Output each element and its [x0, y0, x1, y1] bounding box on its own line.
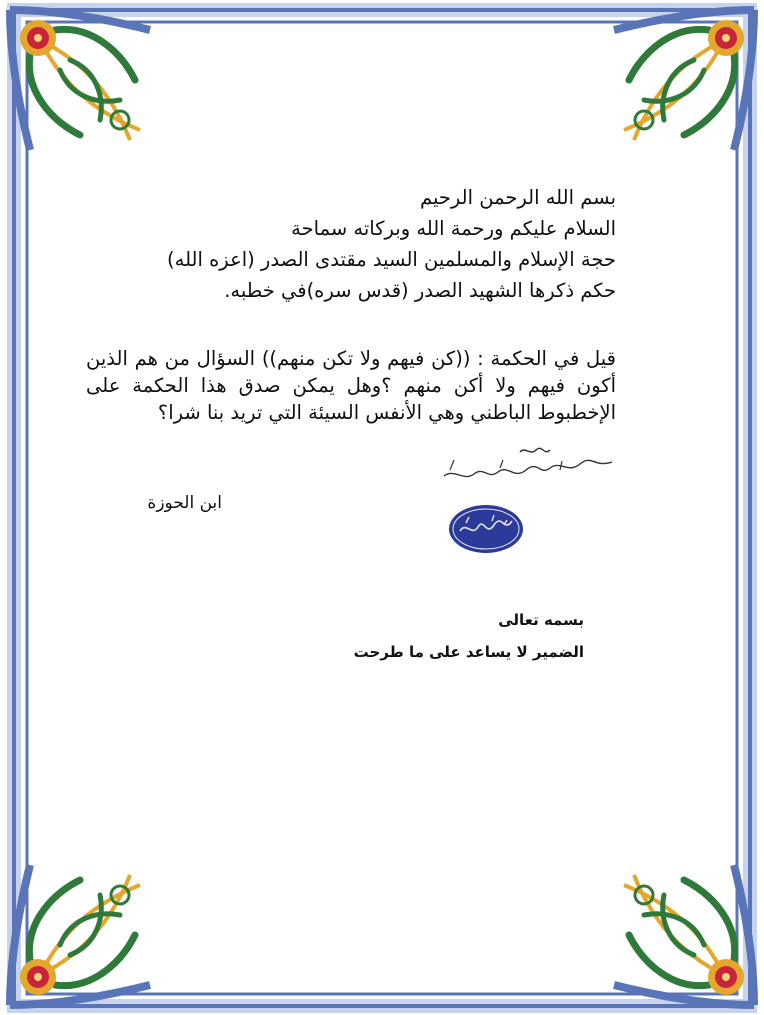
answer-basmala: بسمه تعالى: [498, 611, 584, 629]
answer-block: [354, 604, 584, 668]
greeting-paragraph: [136, 182, 616, 306]
corner-ornament-top-left: [10, 10, 150, 150]
basmala-line: بسم الله الرحمن الرحيم: [420, 186, 616, 209]
salutation-line: السلام عليكم ورحمة الله وبركاته سماحة: [291, 217, 616, 240]
handwritten-note: [440, 440, 620, 494]
seal-icon: [446, 503, 526, 555]
answer-text: الضمير لا يساعد على ما طرحت: [353, 643, 584, 661]
sender-name: ابن الحوزة: [147, 493, 222, 513]
addressee-line: حجة الإسلام والمسلمين السيد مقتدى الصدر (اعزه الله): [167, 248, 616, 271]
intro-line: حكم ذكرها الشهيد الصدر (قدس سره)في خطبه.: [224, 279, 616, 302]
question-paragraph: قيل في الحكمة : ((كن فيهم ولا تكن منهم)) السؤال من هم الذين أكون فيهم ولا أكن منهم ؟وهل يمكن صدق هذا الحكمة على الإخطبوط الباطني وهي الأنفس السيئة التي تريد بنا شرا؟: [86, 347, 616, 424]
handwriting-scribble-icon: [440, 440, 620, 490]
seal-stamp: [446, 503, 526, 559]
